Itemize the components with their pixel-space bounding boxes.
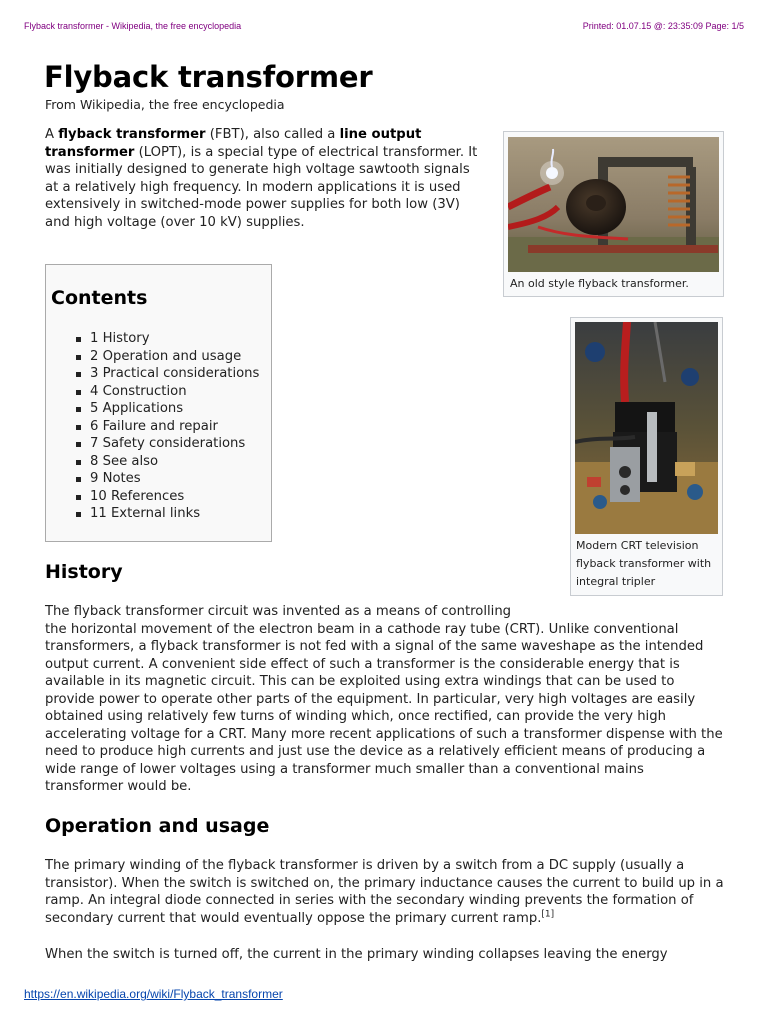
table-of-contents: [45, 264, 272, 542]
page-subtitle: From Wikipedia, the free encyclopedia: [45, 97, 285, 112]
flyback-transformer-photo[interactable]: [508, 137, 719, 272]
bold-term-lopt: line output transformer: [45, 127, 422, 160]
toc-item-construction[interactable]: 4 Construction: [76, 383, 259, 401]
crt-flyback-photo[interactable]: [575, 322, 718, 534]
figure-modern-flyback: [570, 317, 723, 596]
figure-old-flyback: [503, 131, 724, 297]
toc-item-operation[interactable]: 2 Operation and usage: [76, 348, 259, 366]
history-paragraph: The flyback transformer circuit was invented as a means of controlling the horizontal movement of the electron beam in a cathode ray tube (CRT). Unlike conventional transformers, a flyback transformer is not fed with a signal of the same waveshape as the intended output current. A convenient side effect of such a transformer is the considerable energy that is available in its magnetic circuit. This can be exploited using extra windings that can be used to provide power to operate other parts of the equipment. In particular, very high voltages are easily obtained using relatively few turns of winding which, once rectified, can provide the very high accelerating voltage for a CRT. Many more recent applications of such a transformer dispense with the need to produce high currents and just use the device as a relatively efficient means of producing a wide range of lower voltages using a transformer much smaller than a conventional mains transformer would be.: [45, 604, 723, 794]
citation-ref[interactable]: [1]: [541, 909, 555, 920]
intro-paragraph: A flyback transformer (FBT), also called a line output transformer (LOPT), is a special type of electrical transformer. It was initially designed to generate high voltage sawtooth signals at a relatively high frequency. In modern applications it is used extensively in switched-mode power supplies for both low (3V) and high voltage (over 10 kV) supplies.: [45, 127, 478, 230]
toc-item-notes[interactable]: 9 Notes: [76, 470, 259, 488]
toc-title: Contents: [51, 287, 148, 309]
figure-caption: An old style flyback transformer.: [510, 277, 689, 290]
toc-item-applications[interactable]: 5 Applications: [76, 400, 259, 418]
footer-url-link[interactable]: https://en.wikipedia.org/wiki/Flyback_transformer: [24, 987, 283, 1001]
page-title: Flyback transformer: [44, 60, 373, 94]
toc-list: [76, 330, 259, 523]
toc-item-practical[interactable]: 3 Practical considerations: [76, 365, 259, 383]
toc-item-external-links[interactable]: 11 External links: [76, 505, 259, 523]
figure-caption: Modern CRT television flyback transformer with integral tripler: [576, 539, 712, 588]
section-heading-operation: Operation and usage: [45, 815, 270, 837]
section-heading-history: History: [45, 561, 123, 583]
toc-item-see-also[interactable]: 8 See also: [76, 453, 259, 471]
print-header-title: Flyback transformer - Wikipedia, the free encyclopedia: [24, 21, 242, 31]
toc-item-history[interactable]: 1 History: [76, 330, 259, 348]
operation-paragraph-1: The primary winding of the flyback transformer is driven by a switch from a DC supply (usually a transistor). When the switch is switched on, the primary inductance causes the current to build up in a ramp. An integral diode connected in series with the secondary winding prevents the formation of secondary current that would eventually oppose the primary current ramp.[1]: [45, 858, 724, 926]
toc-item-safety[interactable]: 7 Safety considerations: [76, 435, 259, 453]
bold-term-fbt: flyback transformer: [58, 127, 206, 142]
print-header-timestamp: Printed: 01.07.15 @: 23:35:09 Page: 1/5: [582, 21, 744, 31]
operation-paragraph-2: When the switch is turned off, the current in the primary winding collapses leaving the energy: [45, 947, 668, 962]
toc-item-failure[interactable]: 6 Failure and repair: [76, 418, 259, 436]
toc-item-references[interactable]: 10 References: [76, 488, 259, 506]
